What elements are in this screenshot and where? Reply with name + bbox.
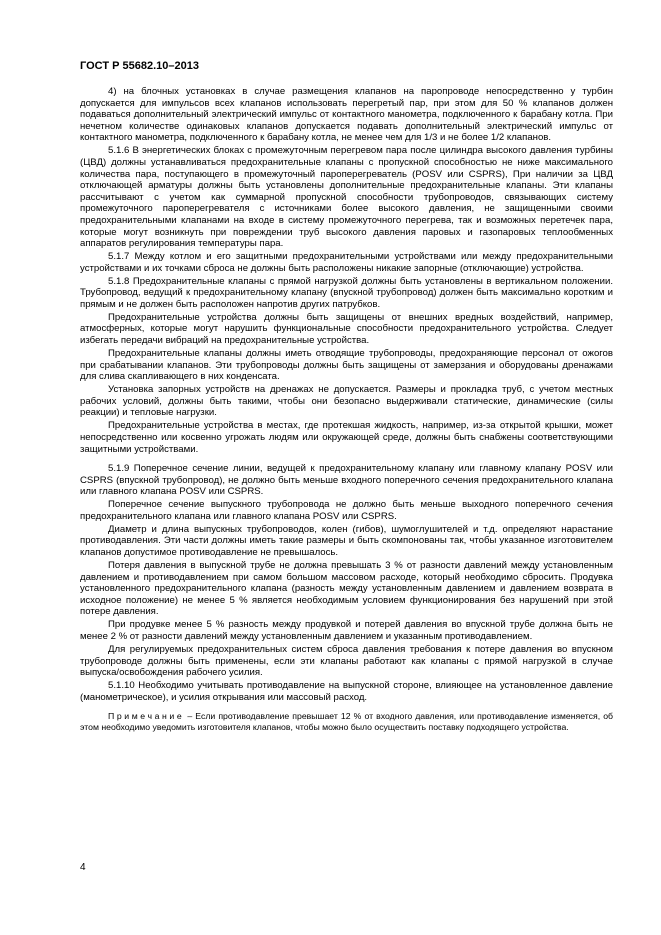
paragraph: Предохранительные устройства в местах, где протекшая жидкость, например, из-за открытой крышки, может непосредственно или косвенно угрожать людям или окружающей среде, должны быть снабжены соответствующими защитными устройствами. (80, 420, 613, 455)
note-dash: – (184, 711, 196, 722)
paragraph: При продувке менее 5 % разность между продувкой и потерей давления во впускной трубе должна быть не менее 2 % от разности давлений между установленным давлением и указанным противодавлением. (80, 619, 613, 643)
paragraph-5-1-10: 5.1.10 Необходимо учитывать противодавление на выпускной стороне, влияющее на установленное давление (манометрическое), и усилия открывания или массовый расход. (80, 680, 613, 703)
paragraph-5-1-7: 5.1.7 Между котлом и его защитными предохранительными устройствами или между предохранительными устройствами и их точками сброса не должны быть расположены никакие запорные (отключающие) устройства. (80, 251, 613, 274)
standard-header: ГОСТ Р 55682.10–2013 (80, 60, 199, 72)
paragraph: Установка запорных устройств на дренажах не допускается. Размеры и прокладка труб, с учетом местных рабочих условий, должны быть такими, чтобы они безопасно выдерживали статические, динамические (силы реакции) и тепловые нагрузки. (80, 384, 613, 419)
paragraph-5-1-6: 5.1.6 В энергетических блоках с промежуточным перегревом пара после цилиндра высокого давления турбины (ЦВД) должны устанавливаться предохранительные клапаны с пропускной способностью не ниже максимального количества пара, поступающего в промежуточный пароперегреватель (POSV или CSPRS), При наличии за ЦВД отключающей арматуры должны быть установлены дополнительные предохранительные клапаны. Эти клапаны рассчитывают с учетом как суммарной пропускной способности трубопроводов, связывающих систему промежуточного пароперегревателя с источниками более высокого давления, не защищенными своими предохранительными клапанами на входе в систему промежуточного перегрева, так и возможных перетечек пара, которые могут возникнуть при повреждении труб высокого давления паровых и газопаровых теплообменных аппаратов регулирования температуры пара. (80, 145, 613, 250)
paragraph-5-1-8: 5.1.8 Предохранительные клапаны с прямой нагрузкой должны быть установлены в вертикальном положении. Трубопровод, ведущий к предохранительному клапану (впускной трубопровод) должен быть максимально коротким и прямым и не должен быть расположен напротив других патрубков. (80, 275, 613, 310)
note (80, 711, 613, 732)
paragraph-5-1-9: 5.1.9 Поперечное сечение линии, ведущей к предохранительному клапану или главному клапану POSV или CSPRS (впускной трубопровод), не должно быть меньше входного поперечного сечения предохранительного клапана или главного клапана POSV или CSPRS. (80, 463, 613, 498)
note-text: Если противодавление превышает 12 % от входного давления, или противодавление изменяется, об этом необходимо уведомить изготовителя клапанов, чтобы можно было осуществить поставку подходящего устройства. (80, 711, 613, 732)
paragraph: Потеря давления в выпускной трубе не должна превышать 3 % от разности давлений между установленным давлением и противодавлением при самом большом массовом расходе, который необходимо сбросить. Продувка установленного предохранительного клапана (разность между установленным давлением и давлением возврата в исходное положение) не менее 5 % является необходимым условием функционирования без нарушений при этой потере давления. (80, 560, 613, 618)
paragraph-item-4: 4) на блочных установках в случае размещения клапанов на паропроводе непосредственно у турбин допускается для импульсов всех клапанов использовать перегретый пар, при этом для 50 % клапанов должен подаваться дополнительный электрический импульс от контактного манометра, подключенного к барабану котла. При нечетном количестве одинаковых клапанов допускается подавать дополнительный электрический импульс от контактного манометра, подключенного к барабану котла, не менее чем для 1/3 и не более 1/2 клапанов. (80, 86, 613, 144)
paragraph: Предохранительные клапаны должны иметь отводящие трубопроводы, предохраняющие персонал от ожогов при срабатывании клапанов. Эти трубопроводы должны быть защищены от замерзания и оборудованы дренажами для слива скапливающего в них конденсата. (80, 348, 613, 383)
paragraph: Для регулируемых предохранительных систем сброса давления требования к потере давления во впускном трубопроводе должны быть применены, если эти клапаны работают как клапаны с прямой нагрузкой в случае выпуска/освобождения рабочего усилия. (80, 644, 613, 679)
page-number: 4 (80, 862, 86, 873)
note-label: Примечание (108, 711, 185, 722)
paragraph: Поперечное сечение выпускного трубопровода не должно быть меньше выходного поперечного сечения предохранительного клапана или главного клапана POSV или CSPRS. (80, 499, 613, 522)
body-text (80, 86, 613, 733)
paragraph: Диаметр и длина выпускных трубопроводов, колен (гибов), шумоглушителей и т.д. определяют нарастание противодавления. Эти части должны иметь такие размеры и быть скомпонованы так, чтобы указанное изготовителем клапанов допустимое противодавление не превышалось. (80, 523, 613, 559)
paragraph: Предохранительные устройства должны быть защищены от внешних вредных воздействий, например, атмосферных, которые могут нарушить функциональные способности предохранительного устройства. Следует избегать передачи вибраций на предохранительные устройства. (80, 311, 613, 347)
